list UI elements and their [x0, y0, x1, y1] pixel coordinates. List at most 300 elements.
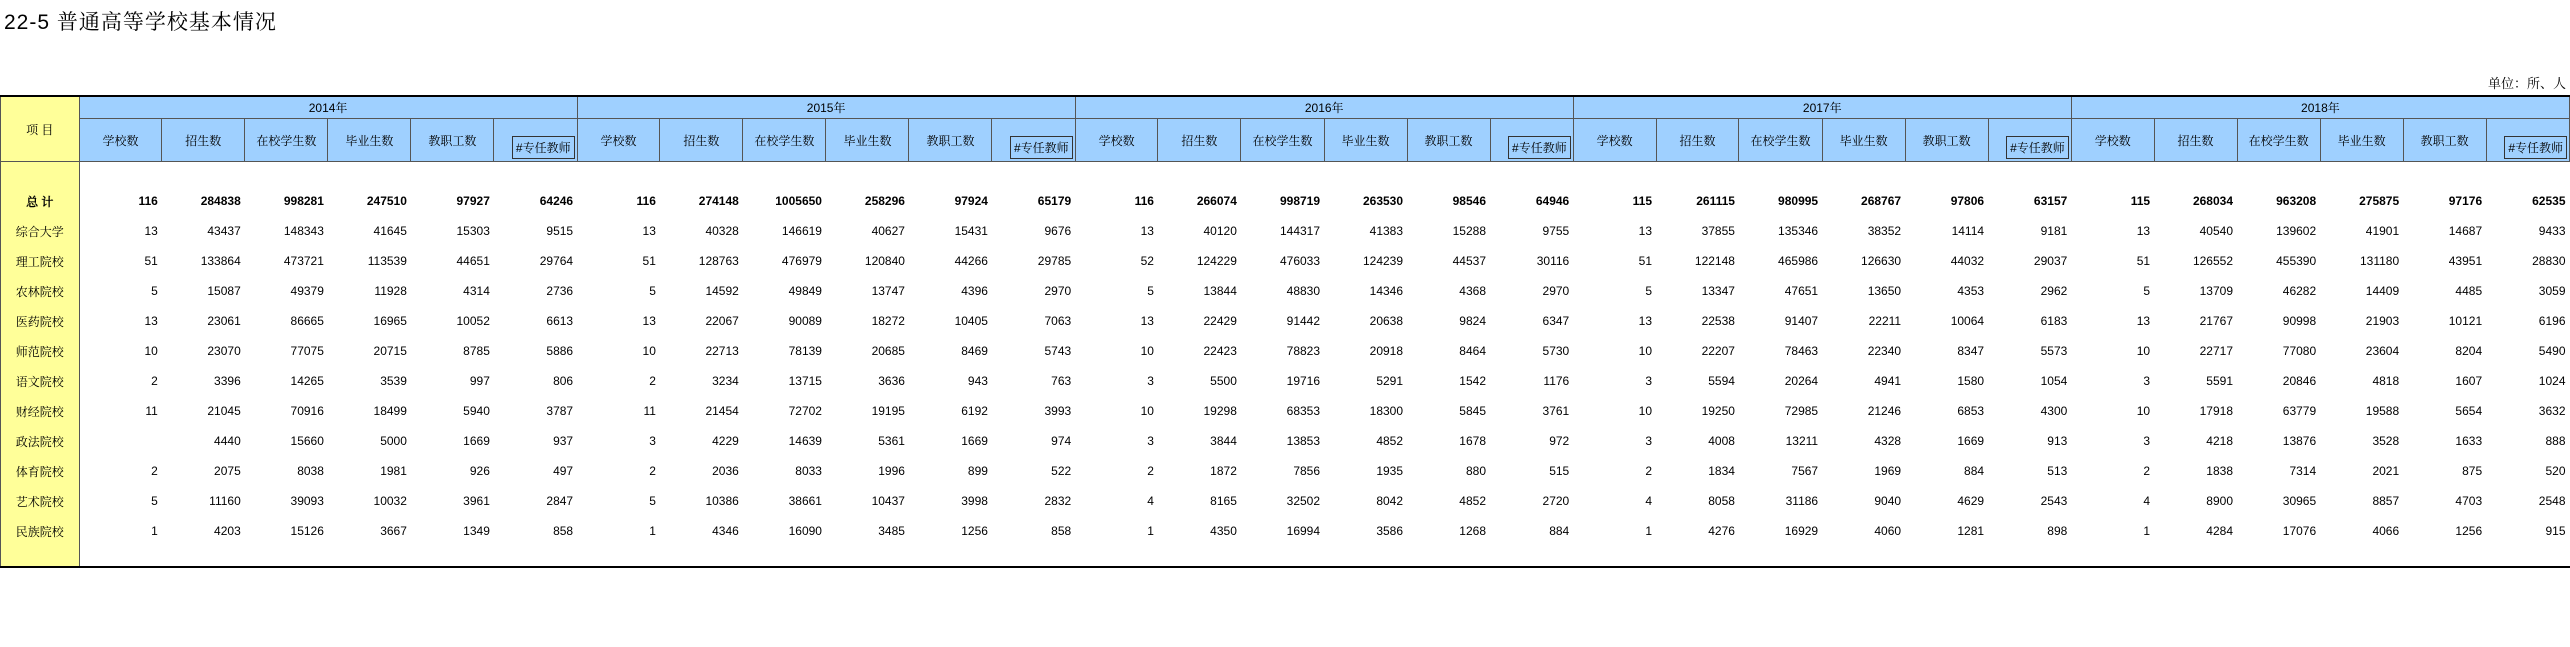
data-cell: 497 [553, 464, 574, 478]
data-cell: 1633 [2455, 434, 2483, 448]
data-cell: 115 [2130, 194, 2151, 208]
data-cell: 963208 [2276, 194, 2317, 208]
data-cell: 13 [642, 314, 656, 328]
data-cell: 4368 [1459, 284, 1486, 298]
data-cell: 5 [649, 284, 656, 298]
data-cell: 2832 [1044, 494, 1072, 508]
column-header: 学校数 [79, 119, 162, 162]
data-cell: 13 [2136, 224, 2151, 238]
spacer-cell [1573, 546, 1656, 567]
table-row [1, 306, 2570, 336]
table-row [1, 516, 2570, 546]
data-cell: 46282 [2282, 284, 2317, 298]
data-cell: 258296 [864, 194, 905, 208]
data-cell: 14592 [705, 284, 739, 298]
data-cell: 91442 [1286, 314, 1321, 328]
row-label: 政法院校 [1, 426, 80, 456]
data-cell: 6347 [1542, 314, 1570, 328]
data-cell: 15303 [456, 224, 490, 238]
data-cell: 8900 [2206, 494, 2233, 508]
data-cell: 72985 [1784, 404, 1819, 418]
data-cell: 21454 [705, 404, 739, 418]
data-cell: 10 [144, 344, 158, 358]
data-cell: 5845 [1459, 404, 1486, 418]
data-cell: 4 [1645, 494, 1653, 508]
data-cell: 6183 [2040, 314, 2068, 328]
data-cell: 63157 [2033, 194, 2068, 208]
data-cell: 465986 [1778, 254, 1819, 268]
column-header: 教职工数 [1407, 119, 1490, 162]
spacer-cell [1905, 162, 1988, 187]
data-cell: 998719 [1279, 194, 1321, 208]
data-cell: 68353 [1286, 404, 1321, 418]
data-cell: 8785 [463, 344, 490, 358]
data-cell: 4008 [1708, 434, 1735, 448]
column-header: #专任教师 [1988, 119, 2071, 162]
spacer-cell [245, 162, 328, 187]
data-cell: 520 [2545, 464, 2566, 478]
data-cell: 97924 [954, 194, 988, 208]
data-cell: 1 [1147, 524, 1154, 538]
data-cell: 3961 [463, 494, 490, 508]
spacer-cell [1988, 546, 2071, 567]
data-cell: 97176 [2448, 194, 2483, 208]
data-cell: 29764 [539, 254, 574, 268]
year-header: 2017年 [1573, 96, 2071, 119]
data-cell: 5291 [1376, 374, 1404, 388]
data-cell: 4314 [463, 284, 490, 298]
data-cell: 4629 [1957, 494, 1985, 508]
data-cell: 30965 [2282, 494, 2317, 508]
data-cell: 1024 [2538, 374, 2566, 388]
data-cell: 122148 [1694, 254, 1735, 268]
data-cell: 15087 [207, 284, 241, 298]
data-cell: 40627 [871, 224, 905, 238]
data-cell: 2970 [1542, 284, 1570, 298]
data-cell: 15288 [1452, 224, 1486, 238]
data-cell: 1268 [1459, 524, 1486, 538]
data-cell: 268767 [1861, 194, 1902, 208]
data-cell: 4396 [961, 284, 988, 298]
data-cell: 9040 [1874, 494, 1902, 508]
data-cell: 9824 [1459, 314, 1486, 328]
data-cell: 77080 [2282, 344, 2317, 358]
data-cell: 5500 [1210, 374, 1237, 388]
data-cell: 9515 [546, 224, 574, 238]
column-header: 在校学生数 [1241, 119, 1324, 162]
data-cell: 11 [643, 404, 656, 418]
table-row [1, 396, 2570, 426]
spacer-cell [1075, 546, 1158, 567]
data-cell: 18272 [871, 314, 905, 328]
data-cell: 19195 [871, 404, 905, 418]
data-cell: 10 [642, 344, 656, 358]
data-cell: 1281 [1957, 524, 1985, 538]
data-cell: 1054 [2040, 374, 2068, 388]
data-cell: 10052 [456, 314, 490, 328]
spacer-cell [494, 546, 577, 567]
data-cell: 247510 [366, 194, 407, 208]
spacer-cell [245, 546, 328, 567]
data-cell: 4350 [1210, 524, 1237, 538]
data-cell: 10032 [373, 494, 407, 508]
column-header: 毕业生数 [1822, 119, 1905, 162]
data-cell: 263530 [1362, 194, 1404, 208]
data-cell: 11160 [209, 494, 241, 508]
data-cell [79, 426, 162, 456]
data-cell: 23604 [2365, 344, 2400, 358]
data-cell: 16090 [788, 524, 822, 538]
data-cell: 4703 [2455, 494, 2483, 508]
data-cell: 1542 [1459, 374, 1486, 388]
data-cell: 8857 [2372, 494, 2400, 508]
spacer-cell [2486, 546, 2569, 567]
column-header: 学校数 [1573, 119, 1656, 162]
data-cell: 20715 [373, 344, 407, 358]
data-cell: 6853 [1957, 404, 1985, 418]
column-header: 学校数 [1075, 119, 1158, 162]
data-cell: 5594 [1708, 374, 1735, 388]
spacer-cell [1739, 162, 1822, 187]
column-header: 教职工数 [2403, 119, 2486, 162]
data-cell: 113539 [367, 254, 407, 268]
data-cell: 4 [1147, 494, 1154, 508]
data-cell: 128763 [698, 254, 739, 268]
data-cell: 39093 [290, 494, 324, 508]
data-cell: 2 [151, 464, 158, 478]
data-cell: 13 [1638, 224, 1653, 238]
data-cell: 1607 [2455, 374, 2483, 388]
spacer-cell [1490, 546, 1573, 567]
data-cell: 515 [1549, 464, 1570, 478]
data-cell: 13 [144, 224, 158, 238]
data-cell: 13 [642, 224, 656, 238]
data-cell: 126552 [2192, 254, 2233, 268]
data-cell: 4203 [214, 524, 241, 538]
data-cell: 1256 [2455, 524, 2483, 538]
data-cell: 5 [649, 494, 656, 508]
spacer-cell [1490, 162, 1573, 187]
data-cell: 522 [1051, 464, 1072, 478]
data-cell: 14687 [2448, 224, 2483, 238]
data-cell: 4066 [2372, 524, 2400, 538]
data-cell: 9433 [2538, 224, 2566, 238]
data-cell: 21246 [1867, 404, 1902, 418]
data-cell: 3586 [1376, 524, 1404, 538]
data-cell: 13876 [2282, 434, 2317, 448]
column-header: 在校学生数 [743, 119, 826, 162]
row-label: 民族院校 [1, 516, 80, 546]
spacer-cell [411, 546, 494, 567]
data-cell: 13 [2136, 314, 2151, 328]
row-label: 师范院校 [1, 336, 80, 366]
spacer-cell [992, 546, 1075, 567]
data-cell: 90089 [788, 314, 822, 328]
spacer-cell [1739, 546, 1822, 567]
year-header: 2016年 [1075, 96, 1573, 119]
data-cell: 4229 [712, 434, 739, 448]
column-header: 在校学生数 [1739, 119, 1822, 162]
data-cell: 1669 [1957, 434, 1985, 448]
data-cell: 51 [2136, 254, 2151, 268]
column-header: #专任教师 [992, 119, 1075, 162]
data-cell: 5 [151, 494, 158, 508]
data-cell: 3 [1645, 434, 1653, 448]
data-cell: 21045 [207, 404, 241, 418]
data-cell: 2543 [2040, 494, 2068, 508]
data-cell: 148343 [283, 224, 324, 238]
data-cell: 5743 [1044, 344, 1072, 358]
spacer-cell [162, 162, 245, 187]
data-cell: 1176 [1543, 374, 1570, 388]
data-cell: 1 [151, 524, 158, 538]
table-row [1, 456, 2570, 486]
data-cell: 21903 [2365, 314, 2400, 328]
spacer-cell [1656, 162, 1739, 187]
data-cell: 513 [2047, 464, 2068, 478]
data-cell: 51 [642, 254, 656, 268]
data-cell: 21767 [2199, 314, 2233, 328]
data-cell: 1 [1645, 524, 1653, 538]
data-cell: 275875 [2359, 194, 2400, 208]
spacer-cell [1324, 162, 1407, 187]
data-cell: 3 [2143, 434, 2151, 448]
data-cell: 3539 [380, 374, 407, 388]
spacer-cell [1988, 162, 2071, 187]
data-cell: 1580 [1957, 374, 1985, 388]
data-cell: 5000 [380, 434, 407, 448]
data-cell: 6196 [2538, 314, 2566, 328]
column-header: 毕业生数 [2320, 119, 2403, 162]
data-cell: 763 [1051, 374, 1072, 388]
spacer-cell [1158, 162, 1241, 187]
data-cell: 44537 [1452, 254, 1486, 268]
spacer-cell [992, 162, 1075, 187]
data-cell: 22340 [1867, 344, 1902, 358]
data-cell: 2075 [214, 464, 241, 478]
spacer-cell [1, 162, 80, 187]
column-header: 学校数 [2071, 119, 2154, 162]
spacer-cell [2486, 162, 2569, 187]
data-cell: 3998 [961, 494, 988, 508]
page-title: 22-5 普通高等学校基本情况 [4, 11, 277, 34]
spacer-cell [2320, 546, 2403, 567]
data-cell: 135346 [1778, 224, 1819, 238]
data-cell: 22429 [1203, 314, 1237, 328]
column-header: 教职工数 [1905, 119, 1988, 162]
column-header: 招生数 [2154, 119, 2237, 162]
spacer-cell [909, 162, 992, 187]
data-cell: 47651 [1784, 284, 1819, 298]
data-cell: 2036 [712, 464, 739, 478]
data-cell: 8469 [961, 344, 988, 358]
row-label: 农林院校 [1, 276, 80, 306]
spacer-cell [2237, 162, 2320, 187]
year-header: 2018年 [2071, 96, 2569, 119]
data-cell: 2970 [1044, 284, 1072, 298]
data-cell: 5940 [463, 404, 490, 418]
data-cell: 4328 [1874, 434, 1902, 448]
data-cell: 5591 [2206, 374, 2233, 388]
data-cell: 974 [1051, 434, 1072, 448]
data-cell: 23061 [207, 314, 241, 328]
spacer-cell [1241, 162, 1324, 187]
data-cell: 2847 [546, 494, 574, 508]
data-cell: 91407 [1784, 314, 1819, 328]
column-header: 招生数 [660, 119, 743, 162]
data-cell: 4276 [1708, 524, 1735, 538]
data-cell: 48830 [1286, 284, 1321, 298]
data-cell: 131180 [2359, 254, 2400, 268]
data-cell: 10064 [1950, 314, 1985, 328]
data-cell: 29785 [1037, 254, 1072, 268]
column-header: 教职工数 [411, 119, 494, 162]
data-cell: 2021 [2372, 464, 2400, 478]
data-cell: 4941 [1874, 374, 1902, 388]
data-cell: 72702 [788, 404, 822, 418]
spacer-cell [328, 162, 411, 187]
column-header: 毕业生数 [826, 119, 909, 162]
spacer-cell [79, 546, 162, 567]
data-cell: 3844 [1210, 434, 1237, 448]
data-cell: 65179 [1037, 194, 1072, 208]
data-cell: 8347 [1957, 344, 1985, 358]
data-cell: 6192 [961, 404, 988, 418]
data-cell: 5 [151, 284, 158, 298]
data-cell: 8165 [1210, 494, 1237, 508]
data-cell: 4218 [2206, 434, 2233, 448]
spacer-cell [1407, 546, 1490, 567]
data-cell: 139602 [2276, 224, 2317, 238]
table-row [1, 276, 2570, 306]
data-cell: 77075 [290, 344, 324, 358]
data-cell: 2 [649, 464, 656, 478]
data-cell: 266074 [1196, 194, 1237, 208]
data-cell: 14409 [2365, 284, 2400, 298]
data-cell: 3059 [2538, 284, 2566, 298]
data-cell: 49849 [788, 284, 822, 298]
data-cell: 2720 [1542, 494, 1570, 508]
data-cell: 10 [1638, 404, 1653, 418]
data-cell: 38661 [788, 494, 822, 508]
data-cell: 268034 [2192, 194, 2233, 208]
data-cell: 4 [2143, 494, 2151, 508]
data-cell: 41383 [1369, 224, 1404, 238]
spacer-cell [1407, 162, 1490, 187]
data-cell: 3636 [878, 374, 905, 388]
data-cell: 40540 [2199, 224, 2233, 238]
data-cell: 22538 [1701, 314, 1735, 328]
data-cell: 78463 [1784, 344, 1819, 358]
unit-label: 单位：所、人 [2487, 76, 2566, 91]
data-cell: 858 [553, 524, 574, 538]
data-cell: 476033 [1279, 254, 1321, 268]
row-label: 艺术院校 [1, 486, 80, 516]
data-cell: 875 [2462, 464, 2483, 478]
data-cell: 43951 [2448, 254, 2483, 268]
spacer-cell [1905, 546, 1988, 567]
data-cell: 4852 [1376, 434, 1404, 448]
data-cell: 11928 [374, 284, 407, 298]
data-cell: 13747 [871, 284, 905, 298]
data-cell: 10121 [2448, 314, 2483, 328]
data-cell: 124239 [1362, 254, 1404, 268]
data-cell: 51 [144, 254, 158, 268]
spacer-cell [2403, 162, 2486, 187]
data-cell: 3632 [2538, 404, 2566, 418]
spacer-cell [826, 546, 909, 567]
data-cell: 17918 [2199, 404, 2233, 418]
spacer-cell [1, 546, 80, 567]
data-cell: 1 [649, 524, 656, 538]
data-cell: 18499 [373, 404, 407, 418]
data-cell: 37855 [1701, 224, 1735, 238]
data-cell: 4818 [2372, 374, 2400, 388]
data-cell: 4060 [1874, 524, 1902, 538]
spacer-cell [1573, 162, 1656, 187]
data-cell: 144317 [1279, 224, 1321, 238]
column-header: #专任教师 [1490, 119, 1573, 162]
data-cell: 5 [1147, 284, 1154, 298]
data-cell: 3 [1645, 374, 1653, 388]
data-cell: 8204 [2455, 344, 2483, 358]
data-cell: 2 [2143, 464, 2151, 478]
data-cell: 5886 [546, 344, 574, 358]
data-cell: 998281 [283, 194, 324, 208]
data-cell: 3761 [1542, 404, 1570, 418]
data-cell: 943 [967, 374, 988, 388]
data-cell: 3234 [712, 374, 739, 388]
data-cell: 5 [2143, 284, 2151, 298]
data-cell: 52 [1140, 254, 1154, 268]
data-cell: 8038 [297, 464, 324, 478]
data-cell: 980995 [1778, 194, 1819, 208]
data-cell: 133864 [200, 254, 241, 268]
data-cell: 915 [2545, 524, 2566, 538]
data-cell: 13 [1140, 314, 1154, 328]
data-cell: 23070 [207, 344, 241, 358]
data-cell: 19588 [2365, 404, 2400, 418]
data-cell: 2736 [546, 284, 574, 298]
data-cell: 3993 [1044, 404, 1072, 418]
data-cell: 4440 [214, 434, 241, 448]
data-cell: 6613 [546, 314, 574, 328]
data-cell: 7063 [1044, 314, 1072, 328]
data-cell: 78139 [788, 344, 822, 358]
column-header: #专任教师 [2486, 119, 2569, 162]
data-cell: 13211 [1785, 434, 1819, 448]
table-row [1, 426, 2570, 456]
data-cell: 1005650 [775, 194, 822, 208]
data-cell: 13347 [1701, 284, 1735, 298]
data-cell: 4485 [2455, 284, 2483, 298]
column-header: 招生数 [162, 119, 245, 162]
data-cell: 888 [2545, 434, 2566, 448]
data-cell: 5654 [2455, 404, 2483, 418]
data-cell: 972 [1549, 434, 1570, 448]
data-cell: 28830 [2532, 254, 2566, 268]
data-cell: 880 [1465, 464, 1486, 478]
data-cell: 98546 [1452, 194, 1486, 208]
data-cell: 116 [1134, 194, 1154, 208]
data-cell: 10 [1638, 344, 1653, 358]
spacer-cell [328, 546, 411, 567]
data-cell: 858 [1051, 524, 1072, 538]
data-cell: 40120 [1203, 224, 1237, 238]
data-cell: 44266 [954, 254, 988, 268]
data-cell: 884 [1964, 464, 1985, 478]
data-cell: 41901 [2365, 224, 2400, 238]
